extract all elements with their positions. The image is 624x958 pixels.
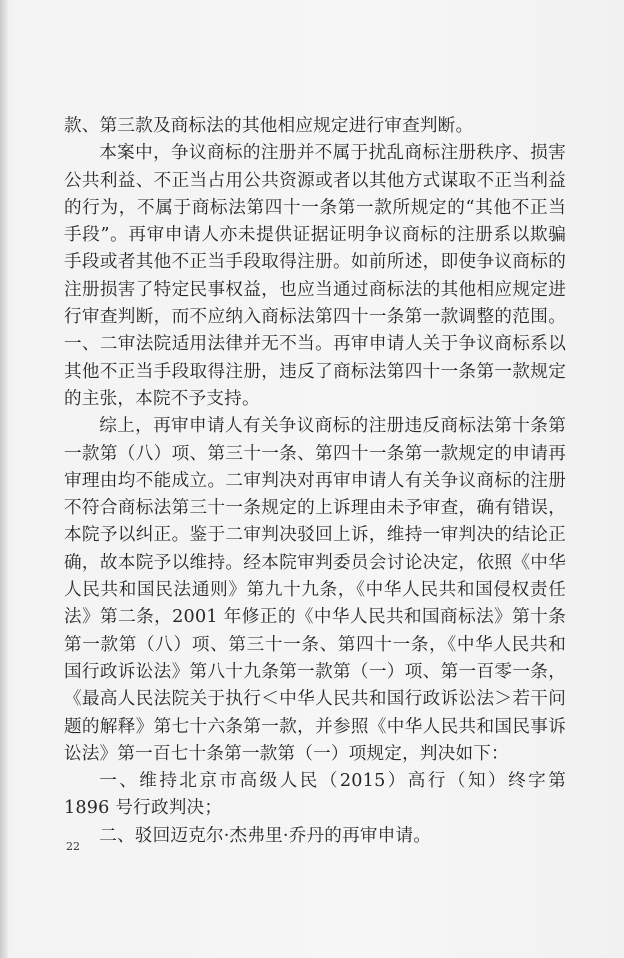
- paragraph-judgment-item-1: 一、维持北京市高级人民（2015）高行（知）终字第 1896 号行政判决；: [64, 771, 566, 819]
- page-number: 22: [66, 840, 80, 853]
- page-spine-shadow: [0, 0, 8, 958]
- paragraph-continuation: 款、第三款及商标法的其他相应规定进行审查判断。: [64, 116, 474, 136]
- paragraph-conclusion: 综上，再审申请人有关争议商标的注册违反商标法第十条第一款第（八）项、第三十一条、第四十一条第一款规定的申请再审理由均不能成立。二审判决对再审申请人有关争议商标的注册不符合商标法第三十一条规定的上诉理由未予审查，确有错误，本院予以纠正。鉴于二审判决驳回上诉，维持一审判决的结论正确，故本院予以维持。经本院审判委员会讨论决定，依照《中华人民共和国民法通则》第九十九条，《中华人民共和国侵权责任法》第二条，2001 年修正的《中华人民共和国商标法》第十条第一款第（八）项、第三十一条、第四十一条，《中华人民共和国行政诉讼法》第八十九条第一款第（一）项、第一百零一条，《最高人民法院关于执行＜中华人民共和国行政诉讼法＞若干问题的解释》第七十六条第一款，并参照《中华人民共和国民事诉讼法》第一百七十条第一款第（一）项规定，判决如下：: [64, 416, 566, 764]
- paragraph-case-analysis: 本案中，争议商标的注册并不属于扰乱商标注册秩序、损害公共利益、不正当占用公共资源或者以其他方式谋取不正当利益的行为，不属于商标法第四十一条第一款所规定的“其他不正当手段”。再审申请人亦未提供证据证明争议商标的注册系以欺骗手段或者其他不正当手段取得注册。如前所述，即使争议商标的注册损害了特定民事权益，也应当通过商标法的其他相应规定进行审查判断，而不应纳入商标法第四十一条第一款调整的范围。一、二审法院适用法律并无不当。再审申请人关于争议商标系以其他不正当手段取得注册，违反了商标法第四十一条第一款规定的主张，本院不予支持。: [64, 143, 566, 409]
- body-text: [64, 113, 566, 850]
- paragraph-judgment-item-2: 二、驳回迈克尔·杰弗里·乔丹的再审申请。: [99, 825, 432, 846]
